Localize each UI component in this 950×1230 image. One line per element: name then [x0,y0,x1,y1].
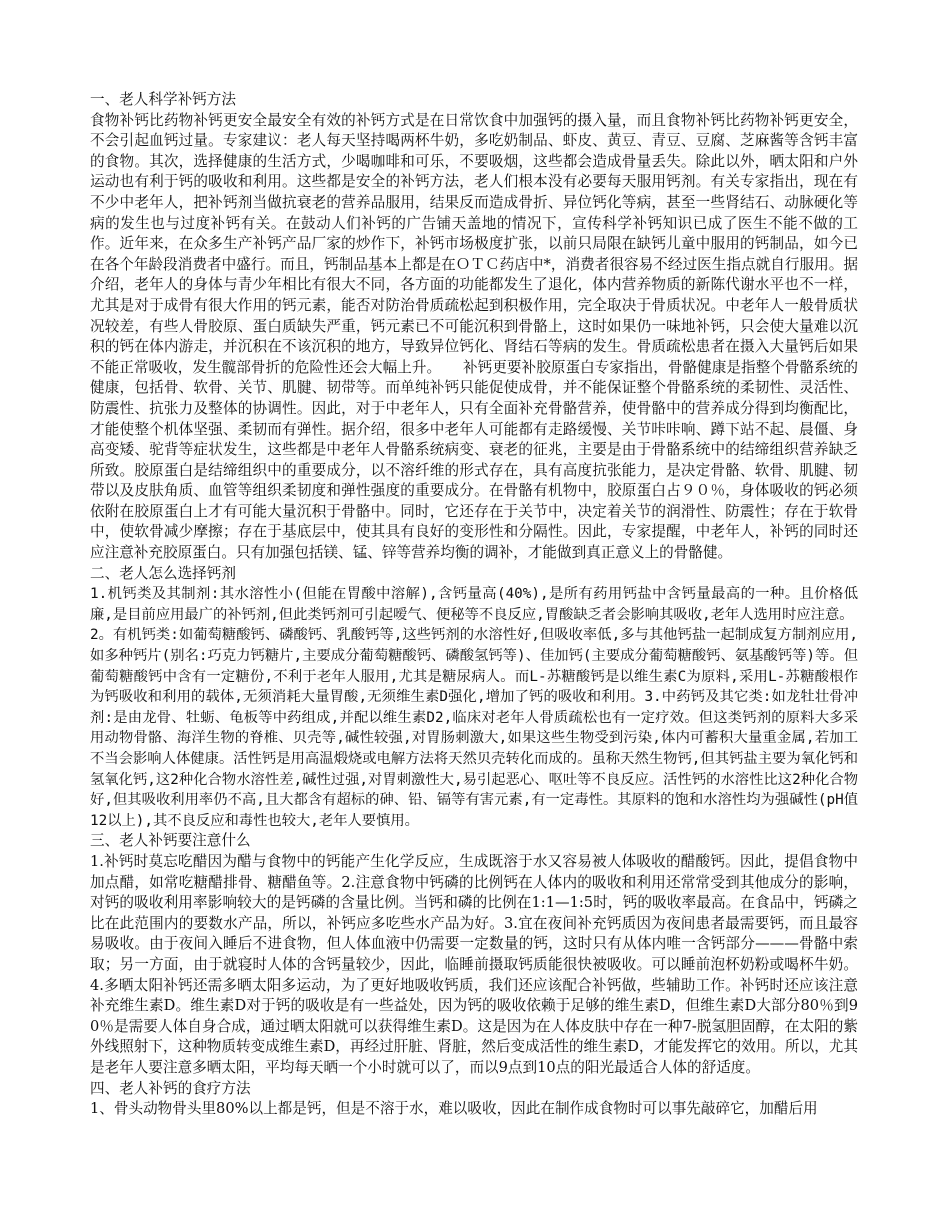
section-heading-1: 一、老人科学补钙方法 [90,91,236,108]
section-2-paragraph-1: 1.机钙类及其制剂:其水溶性小(但能在胃酸中溶解),含钙量高(40%),是所有药用钙盐中含钙量最高的一种。且价格低廉,是目前应用最广的补钙剂,但此类钙剂可引起嗳气、便秘等不良反应,胃酸缺乏者会影响其吸收,老年人选用时应注意。 [90,586,858,623]
section-4-paragraph: 1、骨头动物骨头里80%以上都是钙，但是不溶于水，难以吸收，因此在制作成食物时可以事先敲碎它，加醋后用 [90,1100,818,1118]
section-heading-4: 四、老人补钙的食疗方法 [90,1079,251,1097]
section-heading-2: 二、老人怎么选择钙剂 [90,564,236,582]
section-3-paragraph: 1.补钙时莫忘吃醋因为醋与食物中的钙能产生化学反应，生成既溶于水又容易被人体吸收的醋酸钙。因此，提倡食物中加点醋，如常吃糖醋排骨、糖醋鱼等。2.注意食物中钙磷的比例钙在人体内的吸收和利用还常常受到其他成分的影响，对钙的吸收利用率影响较大的是钙磷的含量比例。当钙和磷的比例在1:1—1:5时，钙的吸收率最高。在食品中，钙磷之比在此范围内的要数水产品，所以，补钙应多吃些水产品为好。3.宜在夜间补充钙质因为夜间患者最需要钙，而且最容易吸收。由于夜间入睡后不进食物，但人体血液中仍需要一定数量的钙，这时只有从体内唯一含钙部分———骨骼中索取；另一方面，由于就寝时人体的含钙量较少，因此，临睡前摄取钙质能很快被吸收。可以睡前泡杯奶粉或喝杯牛奶。4.多晒太阳补钙还需多晒太阳多运动，为了更好地吸收钙质，我们还应该配合补钙做，些辅助工作。补钙时还应该注意补充维生素D。维生素D对于钙的吸收是有一些益处，因为钙的吸收依赖于足够的维生素D，但维生素D大部分80％到90％是需要人体自身合成，通过晒太阳就可以获得维生素D。这是因为在人体皮肤中存在一种7-脱氢胆固醇，在太阳的紫外线照射下，这种物质转变成维生素D，再经过肝脏、肾脏，然后变成活性的维生素D，才能发挥它的效用。所以，尤其是老年人要注意多晒太阳，平均每天晒一个小时就可以了，而以9点到10点的阳光最适合人体的舒适度。 [90,852,858,1076]
section-heading-3: 三、老人补钙要注意什么 [90,832,251,850]
section-2-paragraph-2: 2。有机钙类:如葡萄糖酸钙、磷酸钙、乳酸钙等,这些钙剂的水溶性好,但吸收率低,多与其他钙盐一起制成复方制剂应用,如多种钙片(别名:巧克力钙糖片,主要成分葡萄糖酸钙、磷酸氢钙等)、佳加钙(主要成分葡萄糖酸钙、氨基酸钙等)等。但葡萄糖酸钙中含有一定糖份,不利于老年人服用,尤其是糖尿病人。而L-苏糖酸钙是以维生素C为原料,采用L-苏糖酸根作为钙吸收和利用的载体,无须消耗大量胃酸,无须维生素D强化,增加了钙的吸收和利用。3.中药钙及其它类:如龙牡壮骨冲剂:是由龙骨、牡蛎、龟板等中药组成,并配以维生素D2,临床对老年人骨质疏松也有一定疗效。但这类钙剂的原料大多采用动物骨骼、海洋生物的脊椎、贝壳等,碱性较强,对胃肠刺激大,如果这些生物受到污染,体内可蓄积大量重金属,若加工不当会影响人体健康。活性钙是用高温煅烧或电解方法将天然贝壳转化而成的。虽称天然生物钙,但其钙盐主要为氧化钙和氢氧化钙,这2种化合物水溶性差,碱性过强,对胃刺激性大,易引起恶心、呕吐等不良反应。活性钙的水溶性比这2种化合物好,但其吸收利用率仍不高,且大都含有超标的砷、铅、镉等有害元素,有一定毒性。其原料的饱和水溶性均为强碱性(pH值12以上),其不良反应和毒性也较大,老年人要慎用。 [90,627,858,829]
section-1-paragraph: 食物补钙比药物补钙更安全最安全有效的补钙方式是在日常饮食中加强钙的摄入量，而且食物补钙比药物补钙更安全，不会引起血钙过量。专家建议：老人每天坚持喝两杯牛奶，多吃奶制品、虾皮、黄豆、青豆、豆腐、芝麻酱等含钙丰富的食物。其次，选择健康的生活方式，少喝咖啡和可乐，不要吸烟，这些都会造成骨量丢失。除此以外，晒太阳和户外运动也有利于钙的吸收和利用。这些都是安全的补钙方法，老人们根本没有必要每天服用钙剂。有关专家指出，现在有不少中老年人，把补钙剂当做抗衰老的营养品服用，结果反而造成骨折、异位钙化等病，甚至一些肾结石、动脉硬化等病的发生也与过度补钙有关。在鼓动人们补钙的广告铺天盖地的情况下，宣传科学补钙知识已成了医生不能不做的工作。近年来，在众多生产补钙产品厂家的炒作下，补钙市场极度扩张，以前只局限在缺钙儿童中服用的钙制品，如今已在各个年龄段消费者中盛行。而且，钙制品基本上都是在ＯＴＣ药店中*，消费者很容易不经过医生指点就自行服用。据介绍，老年人的身体与青少年相比有很大不同，各方面的功能都发生了退化，体内营养物质的新陈代谢水平也不一样，尤其是对于成骨有很大作用的钙元素，能否对防治骨质疏松起到积极作用，完全取决于骨质状况。中老年人一般骨质状况较差，有些人骨胶原、蛋白质缺失严重，钙元素已不可能沉积到骨骼上，这时如果仍一味地补钙，只会使大量难以沉积的钙在体内游走，并沉积在不该沉积的地方，导致异位钙化、肾结石等病的发生。骨质疏松患者在摄入大量钙后如果不能正常吸收，发生髋部骨折的危险性还会大幅上升。 补钙更要补胶原蛋白专家指出，骨骼健康是指整个骨骼系统的健康，包括骨、软骨、关节、肌腱、韧带等。而单纯补钙只能促使成骨，并不能保证整个骨骼系统的柔韧性、灵活性、防震性、抗张力及整体的协调性。因此，对于中老年人，只有全面补充骨骼营养，使骨骼中的营养成分得到均衡配比，才能使整个机体坚强、柔韧而有弹性。据介绍，很多中老年人可能都有走路缓慢、关节咔咔响、蹲下站不起、晨僵、身高变矮、驼背等症状发生，这些都是中老年人骨骼系统病变、衰老的征兆，主要是由于骨骼系统中的结缔组织营养缺乏所致。胶原蛋白是结缔组织中的重要成分，以不溶纤维的形式存在，具有高度抗张能力，是决定骨骼、软骨、肌腱、韧带以及皮肤角质、血管等组织柔韧度和弹性强度的重要成分。在骨骼有机物中，胶原蛋白占９０％，身体吸收的钙必须依附在胶原蛋白上才有可能大量沉积于骨骼中。同时，它还存在于关节中，决定着关节的润滑性、防震性；存在于软骨中，使软骨减少摩擦；存在于基底层中，使其具有良好的变形性和分隔性。因此，专家提醒，中老年人，补钙的同时还应注意补充胶原蛋白。只有加强包括镁、锰、锌等营养均衡的调补，才能做到真正意义上的骨骼健。 [90,111,858,562]
